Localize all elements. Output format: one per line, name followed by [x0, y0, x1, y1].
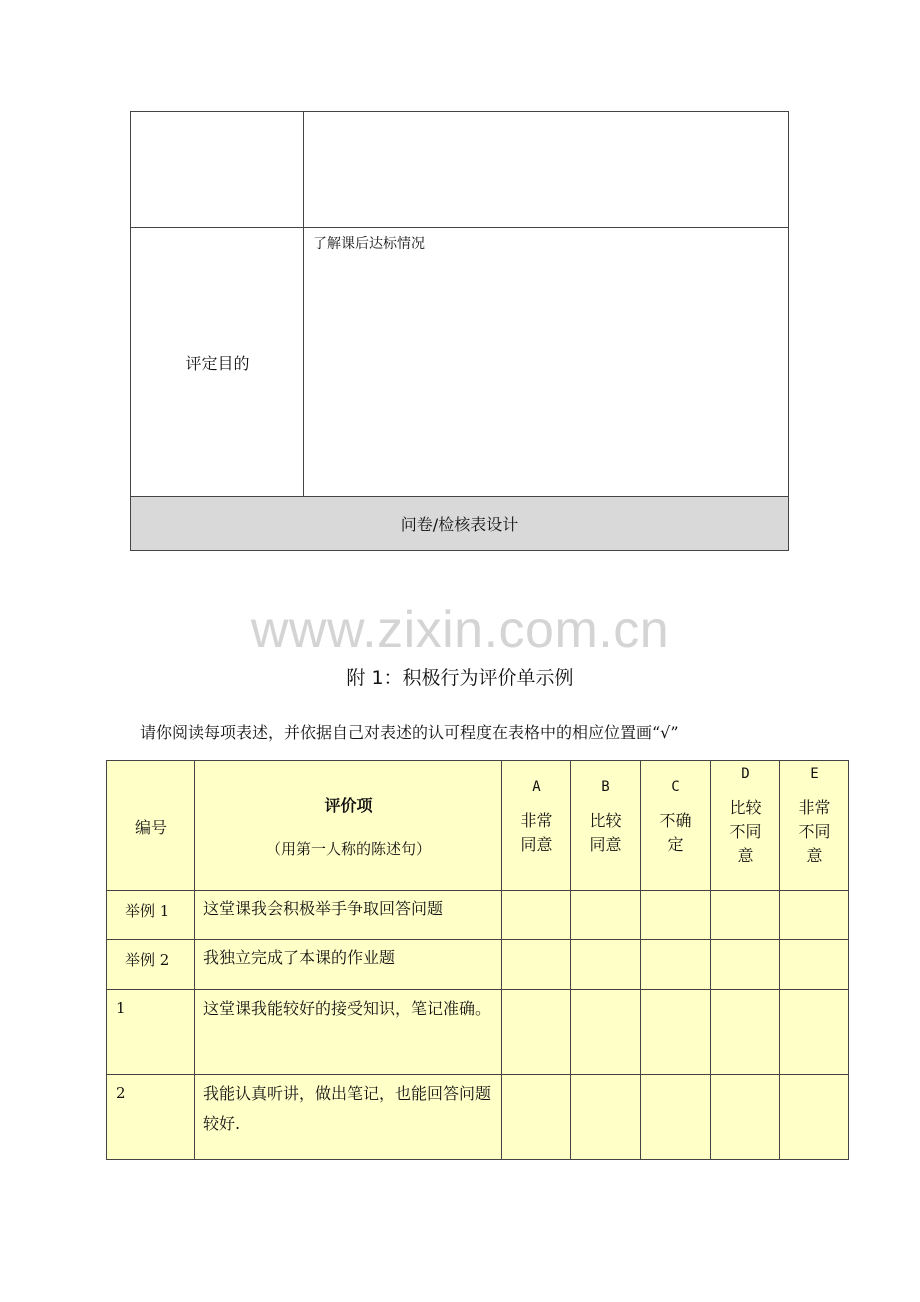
- row-number: 举例 2: [125, 951, 170, 969]
- row-text: 我能认真听讲，做出笔记，也能回答问题较好.: [203, 1084, 492, 1133]
- header-item-title: 评价项: [324, 796, 373, 815]
- option-desc: 意: [806, 846, 823, 865]
- option-letter: D: [741, 766, 750, 782]
- empty-label-cell: [131, 112, 303, 227]
- row-text: 这堂课我能较好的接受知识，笔记准确。: [203, 999, 492, 1018]
- grid-line: [107, 939, 848, 940]
- option-desc: 同意: [520, 835, 553, 854]
- option-desc: 不确: [659, 811, 692, 830]
- option-desc: 同意: [589, 835, 622, 854]
- option-desc: 定: [667, 835, 684, 854]
- behavior-evaluation-grid: [106, 760, 849, 1160]
- option-desc: 比较: [729, 798, 762, 817]
- questionnaire-design-header: 问卷/检核表设计: [131, 497, 788, 550]
- grid-line: [107, 1074, 848, 1075]
- instruction-text: 请你阅读每项表述，并依据自己对表述的认可程度在表格中的相应位置画“√”: [140, 723, 679, 742]
- option-desc: 意: [737, 846, 754, 865]
- option-d-header: [711, 761, 780, 891]
- empty-content-cell: [304, 112, 788, 227]
- watermark: www.zixin.com.cn: [250, 601, 670, 659]
- row-text: 这堂课我会积极举手争取回答问题: [203, 899, 444, 918]
- header-number: 编号: [134, 817, 167, 837]
- option-desc: 非常: [798, 798, 831, 817]
- option-letter: B: [601, 779, 610, 795]
- option-a-header: [502, 761, 571, 891]
- option-letter: E: [810, 766, 819, 782]
- option-desc: 非常: [520, 811, 553, 830]
- option-desc: 不同: [798, 822, 831, 841]
- option-e-header: [780, 761, 849, 891]
- grid-line: [107, 989, 848, 990]
- header-item: [195, 761, 502, 891]
- option-desc: 比较: [589, 811, 622, 830]
- option-c-header: [641, 761, 710, 891]
- evaluation-table: [130, 111, 789, 551]
- purpose-label: 评定目的: [185, 354, 250, 373]
- row-number: 1: [116, 999, 126, 1017]
- header-item-subtitle: （用第一人称的陈述句）: [265, 840, 431, 858]
- option-b-header: [571, 761, 640, 891]
- purpose-text: 了解课后达标情况: [313, 236, 425, 252]
- appendix-title: 附 1：积极行为评价单示例: [346, 667, 574, 689]
- row-number: 举例 1: [125, 902, 170, 920]
- option-letter: A: [532, 779, 541, 795]
- row-text: 我独立完成了本课的作业题: [203, 948, 396, 967]
- option-desc: 不同: [729, 822, 762, 841]
- row-number: 2: [116, 1084, 126, 1102]
- option-letter: C: [671, 779, 680, 795]
